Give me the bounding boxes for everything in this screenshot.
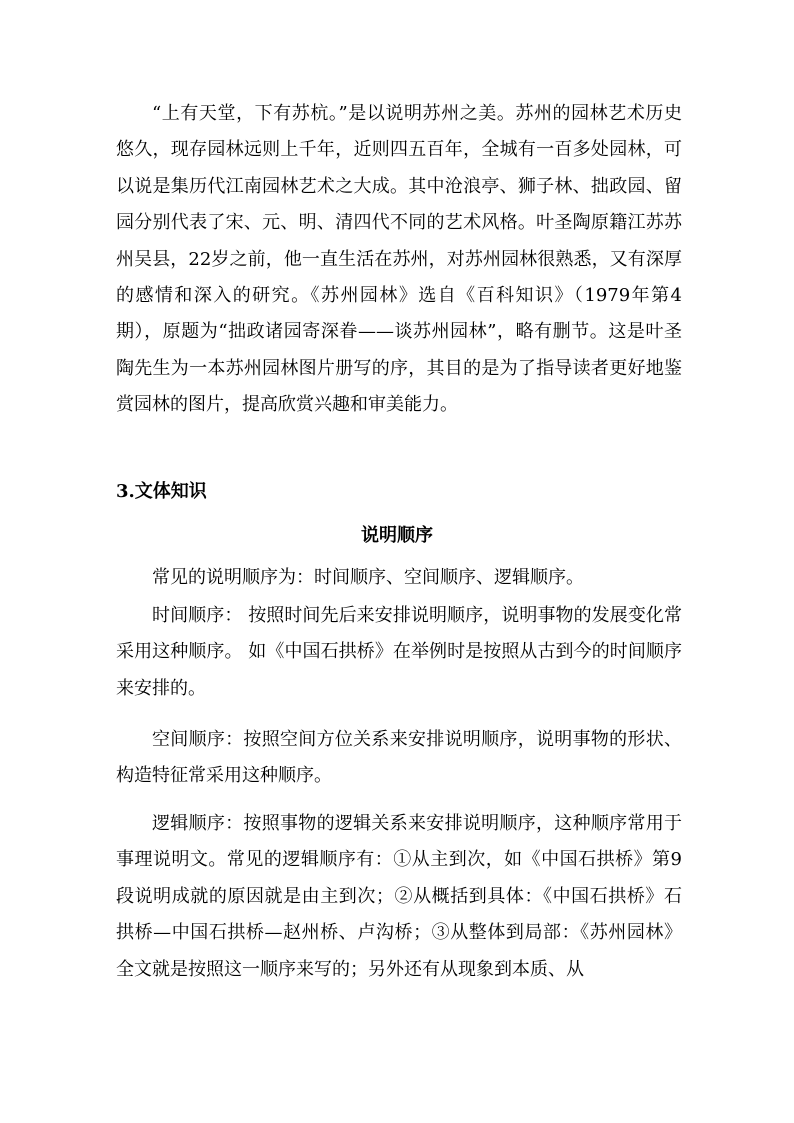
paragraph-space-order: 空间顺序：按照空间方位关系来安排说明顺序，说明事物的形状、构造特征常采用这种顺序。 bbox=[116, 729, 682, 787]
intro-paragraph: “上有天堂，下有苏杭。”是以说明苏州之美。苏州的园林艺术历史悠久，现存园林远则上千年，近则四五百年，全城有一百多处园林，可以说是集历代江南园林艺术之大成。其中沧浪亭、狮子林、拙政园、留园分别代表了宋、元、明、清四代不同的艺术风格。叶圣陶原籍江苏苏州吴县，22岁之前，他一直生活在苏州，对苏州园林很熟悉，又有深厚的感情和深入的研究。《苏州园林》选自《百科知识》（1979年第4期），原题为“拙政诸园寄深眷——谈苏州园林”，略有删节。这是叶圣陶先生为一本苏州园林图片册写的序，其目的是为了指导读者更好地鉴赏园林的图片，提高欣赏兴趣和审美能力。 bbox=[116, 103, 682, 416]
paragraph-overview: 常见的说明顺序为：时间顺序、空间顺序、逻辑顺序。 bbox=[152, 567, 584, 588]
paragraph-logic-order: 逻辑顺序：按照事物的逻辑关系来安排说明顺序，这种顺序常用于事理说明文。常见的逻辑顺序有：①从主到次，如《中国石拱桥》第9段说明成就的原因就是由主到次；②从概括到具体：《中国石拱桥》石拱桥—中国石拱桥—赵州桥、卢沟桥；③从整体到局部：《苏州园林》全文就是按照这一顺序来写的；另外还有从现象到本质、从 bbox=[116, 813, 682, 980]
section-subheading: 说明顺序 bbox=[361, 525, 433, 546]
paragraph-time-order: 时间顺序： 按照时间先后来安排说明顺序，说明事物的发展变化常采用这种顺序。 如《中国石拱桥》在举例时是按照从古到今的时间顺序来安排的。 bbox=[116, 605, 682, 699]
section-heading: 3.文体知识 bbox=[116, 481, 207, 502]
